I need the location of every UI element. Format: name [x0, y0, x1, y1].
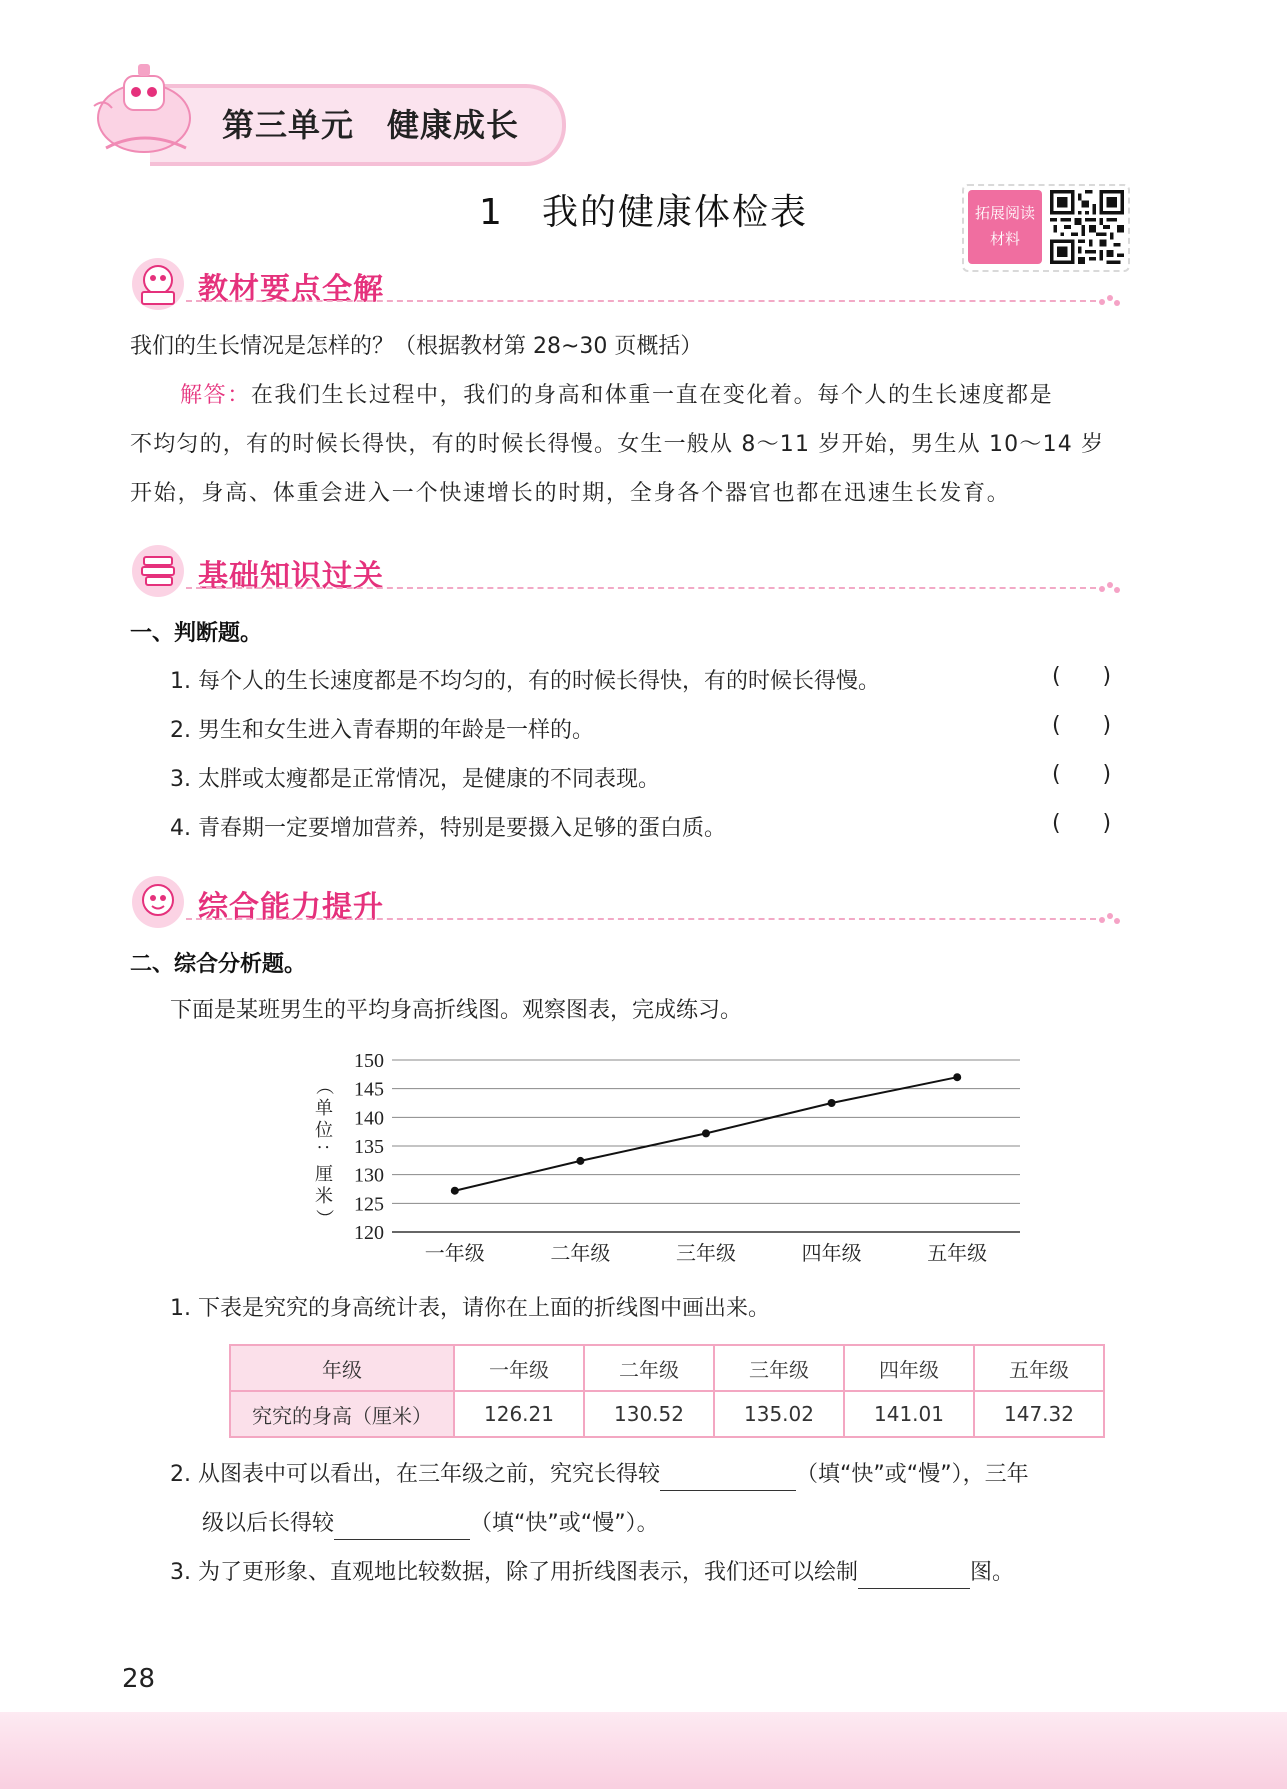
answer-bracket-2[interactable]: ( ): [1052, 713, 1112, 738]
books-mascot-icon: [130, 543, 186, 599]
table-height-cell: 126.21: [454, 1391, 584, 1437]
table-height-cell: 141.01: [844, 1391, 974, 1437]
chart-x-tick-label: 三年级: [676, 1241, 736, 1265]
section-key-points-label: 教材要点全解: [198, 272, 384, 307]
table-grade-cell: 三年级: [714, 1345, 844, 1391]
q3-text-1: 3. 为了更形象、直观地比较数据，除了用折线图表示，我们还可以绘制: [170, 1560, 858, 1585]
analysis-heading: 二、综合分析题。: [130, 952, 307, 977]
judge-heading: 一、判断题。: [130, 621, 263, 646]
page-number: 28: [122, 1664, 156, 1694]
answer-line-1: [180, 372, 1053, 420]
dots-decoration-icon: [1096, 910, 1122, 926]
chart-y-ticks: [354, 1050, 384, 1244]
table-grade-cell: 一年级: [454, 1345, 584, 1391]
chart-y-axis-label: [313, 1077, 334, 1227]
chart-y-label-char: 米: [315, 1186, 333, 1207]
q2-text-1: 2. 从图表中可以看出，在三年级之前，究究长得较: [170, 1462, 660, 1487]
judge-item-2: 2. 男生和女生进入青春期的年龄是一样的。: [170, 718, 594, 743]
judge-item-3: 3. 太胖或太瘦都是正常情况，是健康的不同表现。: [170, 767, 660, 792]
answer-text-1: 在我们生长过程中，我们的身高和体重一直在变化着。每个人的生长速度都是: [250, 383, 1054, 408]
chart-y-tick-label: 125: [354, 1193, 384, 1216]
chart-y-tick-label: 145: [354, 1078, 384, 1101]
chart-y-label-char: ：: [313, 1143, 334, 1161]
table-grade-cell: 二年级: [584, 1345, 714, 1391]
q3-blank[interactable]: [858, 1558, 970, 1589]
section-divider: [186, 918, 1096, 920]
chart-x-tick-label: 四年级: [801, 1241, 862, 1265]
judge-item-1: 1. 每个人的生长速度都是不均匀的，有的时候长得快，有的时候长得慢。: [170, 669, 880, 694]
section-basics-label: 基础知识过关: [198, 559, 384, 594]
table-grade-cell: 五年级: [974, 1345, 1104, 1391]
section-divider: [186, 300, 1096, 302]
chart-series: [451, 1073, 961, 1195]
section-ability: [130, 874, 1122, 930]
q3-text-2: 图。: [970, 1560, 1015, 1585]
answer-line-3: 开始，身高、体重会进入一个快速增长的时期，全身各个器官也都在迅速生长发育。: [130, 481, 1011, 506]
table-height-cell: 130.52: [584, 1391, 714, 1437]
section-basics: [130, 543, 1122, 599]
chart-point: [451, 1187, 459, 1195]
chart-y-label-char: 位: [315, 1120, 333, 1141]
chart-point: [828, 1099, 836, 1107]
reading-tag-line2: 材料: [989, 230, 1020, 248]
answer-label: 解答：: [180, 383, 251, 408]
question-2-line-1: [170, 1460, 1029, 1491]
q2-blank-2[interactable]: [334, 1509, 470, 1540]
chart-point: [702, 1129, 710, 1137]
thinking-mascot-icon: [130, 874, 186, 930]
chart-x-tick-label: 一年级: [424, 1241, 485, 1265]
intro-question: 我们的生长情况是怎样的？（根据教材第 28~30 页概括）: [130, 334, 703, 359]
q2-text-4: （填“快”或“慢”）。: [470, 1511, 659, 1536]
answer-bracket-4[interactable]: ( ): [1052, 811, 1112, 836]
table-height-cell: 135.02: [714, 1391, 844, 1437]
dots-decoration-icon: [1096, 579, 1122, 595]
chart-y-tick-label: 135: [354, 1136, 384, 1158]
question-3: [170, 1558, 1014, 1589]
height-line-chart: [300, 1030, 1040, 1270]
height-table: [229, 1344, 1105, 1438]
chart-x-tick-label: 二年级: [550, 1241, 611, 1265]
table-row-grades: [230, 1345, 1104, 1391]
answer-bracket-1[interactable]: ( ): [1052, 664, 1112, 689]
table-height-cell: 147.32: [974, 1391, 1104, 1437]
section-divider: [186, 587, 1096, 589]
chart-y-tick-label: 140: [354, 1107, 384, 1130]
robot-mascot-icon: [86, 58, 216, 158]
section-key-points: [130, 256, 1122, 312]
dots-decoration-icon: [1096, 292, 1122, 308]
analysis-intro: 下面是某班男生的平均身高折线图。观察图表，完成练习。: [170, 998, 743, 1023]
table-row-heights: [230, 1391, 1104, 1437]
q2-text-3: 级以后长得较: [202, 1511, 335, 1536]
question-1: 1. 下表是究究的身高统计表，请你在上面的折线图中画出来。: [170, 1296, 770, 1321]
reading-tag-line1: 拓展阅读: [974, 204, 1035, 222]
qr-code-icon[interactable]: [1050, 190, 1124, 264]
chart-y-tick-label: 150: [354, 1050, 384, 1072]
extended-reading-tag[interactable]: [968, 190, 1042, 264]
chart-point: [576, 1157, 584, 1165]
question-2-line-2: [202, 1509, 659, 1540]
chart-y-label-char: 单: [315, 1098, 333, 1119]
chart-y-label-char: ）: [313, 1209, 334, 1227]
table-header-label: 年级: [230, 1345, 454, 1391]
table-row-label: 究究的身高（厘米）: [230, 1391, 454, 1437]
q2-blank-1[interactable]: [660, 1460, 796, 1491]
chart-y-tick-label: 130: [354, 1164, 384, 1187]
footer-band: [0, 1712, 1287, 1789]
chart-x-tick-label: 五年级: [927, 1241, 988, 1265]
answer-bracket-3[interactable]: ( ): [1052, 762, 1112, 787]
chart-y-label-char: （: [313, 1077, 334, 1095]
chart-point: [953, 1073, 961, 1081]
reading-mascot-icon: [130, 256, 186, 312]
unit-title: 第三单元 健康成长: [222, 106, 520, 144]
table-grade-cell: 四年级: [844, 1345, 974, 1391]
chart-grid: [392, 1060, 1020, 1232]
chart-x-ticks: [425, 1241, 987, 1265]
chart-y-label-char: 厘: [315, 1164, 333, 1185]
chart-y-tick-label: 120: [354, 1222, 384, 1244]
q2-text-2: （填“快”或“慢”），三年: [796, 1462, 1029, 1487]
judge-item-4: 4. 青春期一定要增加营养，特别是要摄入足够的蛋白质。: [170, 816, 726, 841]
answer-line-2: 不均匀的，有的时候长得快，有的时候长得慢。女生一般从 8～11 岁开始，男生从 10～14 岁: [130, 432, 1105, 457]
section-ability-label: 综合能力提升: [198, 890, 384, 925]
lesson-title: 1 我的健康体检表: [479, 192, 808, 233]
